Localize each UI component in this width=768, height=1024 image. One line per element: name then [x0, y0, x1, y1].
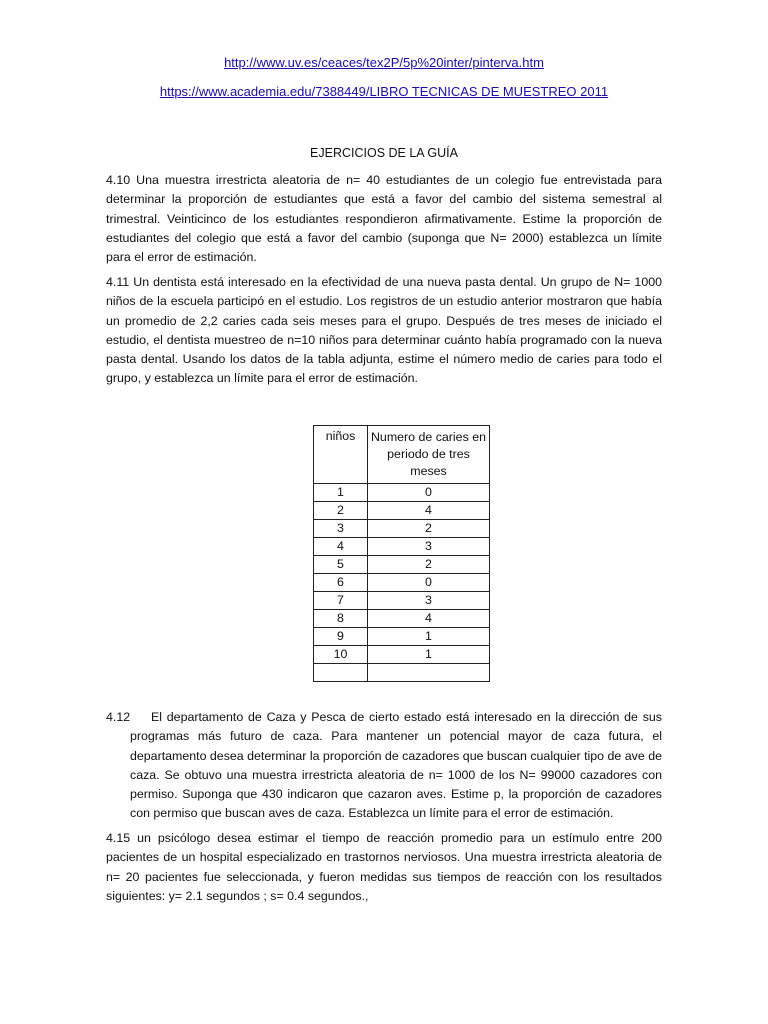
cell-nino: 4	[314, 538, 368, 556]
table-header-row	[314, 426, 490, 484]
header-numero-caries: Numero de caries en periodo de tres meses	[368, 426, 490, 484]
link-academia-libro[interactable]: https://www.academia.edu/7388449/LIBRO TECNICAS DE MUESTREO 2011	[159, 84, 609, 99]
exercise-4-11: 4.11 Un dentista está interesado en la efectividad de una nueva pasta dental. Un grupo de N= 1000 niños de la escuela participó en el estudio. Los registros de un estudio anterior mostraron que había un promedio de 2,2 caries cada seis meses para el grupo. Después de tres meses de iniciado el estudio, el dentista muestreo de n=10 niños para determinar cuánto había programado con la nueva pasta dental. Usando los datos de la tabla adjunta, estime el número medio de caries para todo el grupo, y establezca un límite para el error de estimación.	[106, 275, 662, 386]
cell-caries: 3	[368, 538, 490, 556]
cell-caries: 1	[368, 628, 490, 646]
table-row	[314, 556, 490, 574]
exercise-4-12-number: 4.12	[106, 710, 131, 724]
table-row	[314, 574, 490, 592]
cell-caries: 2	[368, 520, 490, 538]
cell-caries: 0	[368, 574, 490, 592]
table-row	[314, 538, 490, 556]
cell-nino: 2	[314, 502, 368, 520]
cell-caries: 1	[368, 646, 490, 664]
table-row	[314, 520, 490, 538]
cell-nino: 1	[314, 484, 368, 502]
cell-caries: 0	[368, 484, 490, 502]
exercise-4-12-body-wrap	[106, 708, 662, 824]
link-uv-pinterva[interactable]: http://www.uv.es/ceaces/tex2P/5p%20inter/pinterva.htm	[224, 55, 544, 70]
cell-caries: 3	[368, 592, 490, 610]
cell-nino: 10	[314, 646, 368, 664]
header-ninos: niños	[314, 426, 368, 484]
section-heading: EJERCICIOS DE LA GUÍA	[310, 146, 458, 160]
cell-nino: 9	[314, 628, 368, 646]
table-row	[314, 502, 490, 520]
table-row	[314, 610, 490, 628]
cell-nino: 5	[314, 556, 368, 574]
cell-nino: 8	[314, 610, 368, 628]
table-row	[314, 592, 490, 610]
cell-caries: 2	[368, 556, 490, 574]
exercise-4-10: 4.10 Una muestra irrestricta aleatoria de n= 40 estudiantes de un colegio fue entrevistada para determinar la proporción de estudiantes que está a favor del cambio del sistema semestral al trimestral. Veinticinco de los estudiantes respondieron afirmativamente. Estime la proporción de estudiantes del colegio que está a favor del cambio (suponga que N= 2000) establezca un límite para el error de estimación.	[106, 173, 662, 265]
table-row	[314, 664, 490, 682]
cell-caries	[368, 664, 490, 682]
table-row	[314, 484, 490, 502]
table-row	[314, 628, 490, 646]
table-row	[314, 646, 490, 664]
exercise-4-15: 4.15 un psicólogo desea estimar el tiempo de reacción promedio para un estímulo entre 200 pacientes de un hospital especializado en trastornos nerviosos. Una muestra irrestricta aleatoria de n= 20 pacientes fue seleccionada, y fueron medidas sus tiempos de reacción con los resultados siguientes: y= 2.1 segundos ; s= 0.4 segundos.,	[106, 831, 662, 903]
cell-nino: 3	[314, 520, 368, 538]
cell-nino	[314, 664, 368, 682]
cell-nino: 7	[314, 592, 368, 610]
cell-caries: 4	[368, 610, 490, 628]
exercise-4-12-text: El departamento de Caza y Pesca de cierto estado está interesado en la dirección de sus programas más futuro de caza. Para mantener un potencial mayor de caza futura, el departamento desea determinar la proporción de cazadores que buscan cualquier tipo de ave de caza. Se obtuvo una muestra irrestricta aleatoria de n= 1000 de los N= 99000 cazadores con permiso. Suponga que 430 indicaron que cazaron aves. Estime p, la proporción de cazadores con permiso que buscan aves de caza. Establezca un límite para el error de estimación.	[130, 710, 662, 821]
cell-caries: 4	[368, 502, 490, 520]
caries-table	[313, 425, 490, 682]
cell-nino: 6	[314, 574, 368, 592]
